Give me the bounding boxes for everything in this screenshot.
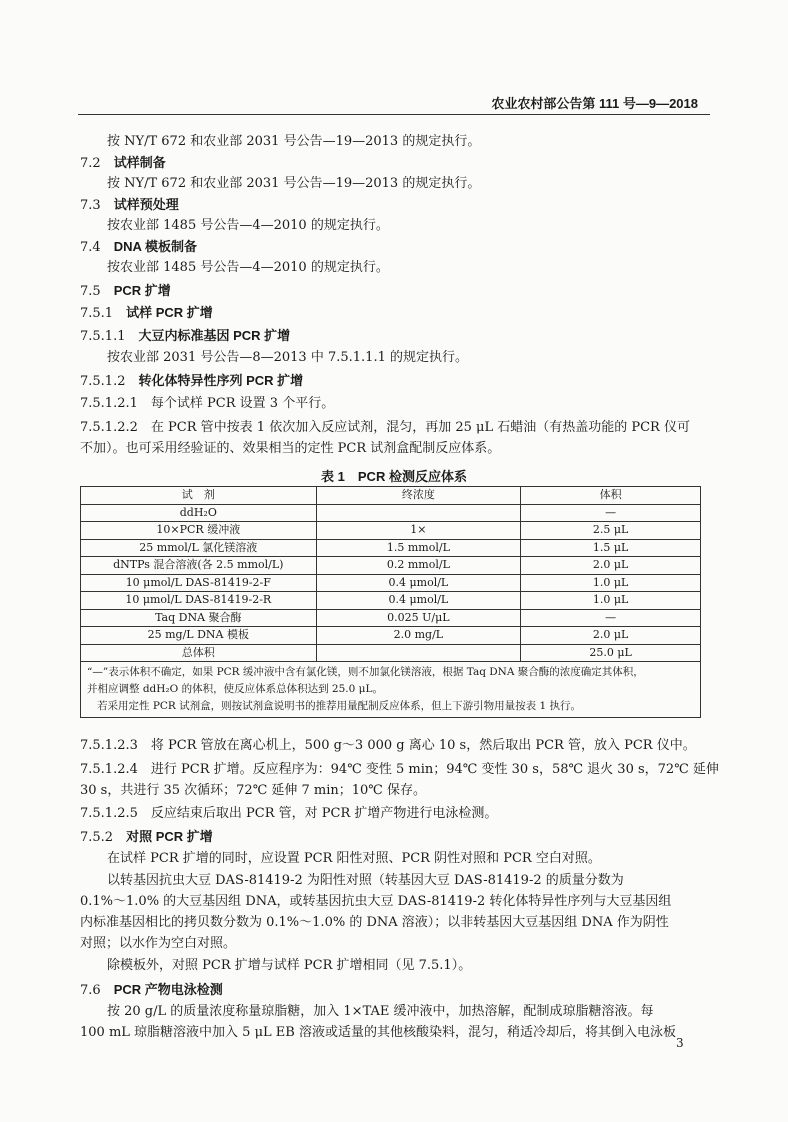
cell-reagent: 10 μmol/L DAS-81419-2-F (81, 574, 317, 592)
cell-concentration: 0.4 μmol/L (316, 574, 521, 592)
paragraph-7-5-2-b (107, 873, 624, 889)
section-number: 7.5.1.2.2 (80, 420, 138, 435)
cell-concentration: 0.2 mmol/L (316, 557, 521, 575)
section-title: DNA 模板制备 (113, 239, 197, 254)
paragraph-7-5-2-b2 (80, 894, 671, 910)
section-number: 7.5.1.2.3 (80, 738, 138, 753)
heading-7-5-2 (80, 829, 213, 846)
cell-concentration: 1× (316, 522, 521, 540)
header-final-concentration: 终浓度 (316, 487, 521, 505)
cell-volume: 1.0 μL (521, 592, 701, 610)
heading-7-2 (80, 155, 166, 172)
heading-7-5-1-1 (80, 328, 290, 345)
text: 100 mL 琼脂糖溶液中加入 5 μL EB 溶液或适量的其他核酸染料，混匀，稍适冷却后，将其倒入电泳板 (80, 1025, 676, 1040)
text: 除模板外，对照 PCR 扩增与试样 PCR 扩增相同（见 7.5.1）。 (107, 958, 472, 973)
page-header: 农业农村部公告第 111 号—9—2018 (491, 96, 698, 111)
table-row (81, 592, 701, 610)
paragraph-7-5-1-2-2 (80, 420, 690, 436)
header-reagent: 试 剂 (81, 487, 317, 505)
section-title: 试样预处理 (113, 197, 179, 212)
text: 每个试样 PCR 设置 3 个平行。 (150, 396, 335, 411)
paragraph-7-1 (107, 134, 480, 150)
paragraph-7-5-2-c (107, 958, 471, 974)
cell-concentration (316, 504, 521, 522)
paragraph-7-5-2-b3 (80, 915, 669, 931)
section-number: 7.5.1 (80, 306, 114, 321)
section-title: PCR 产物电泳检测 (113, 982, 223, 997)
cell-reagent: 25 mmol/L 氯化镁溶液 (81, 539, 317, 557)
section-number: 7.5.1.1 (80, 329, 126, 344)
cell-reagent: 10×PCR 缓冲液 (81, 522, 317, 540)
text: 内标准基因相比的拷贝数分数为 0.1%～1.0% 的 DNA 溶液）；以非转基因大豆基因组 DNA 作为阴性 (80, 915, 669, 930)
cell-volume: 2.0 μL (521, 557, 701, 575)
paragraph-7-3 (107, 218, 389, 234)
table-row (81, 557, 701, 575)
text: 不加）。也可采用经验证的、效果相当的定性 PCR 试剂盒配制反应体系。 (80, 441, 501, 456)
table-row (81, 627, 701, 645)
cell-reagent: 10 μmol/L DAS-81419-2-R (81, 592, 317, 610)
table-note-row (81, 662, 701, 718)
section-number: 7.5.1.2.5 (80, 806, 138, 821)
text: 按农业部 1485 号公告—4—2010 的规定执行。 (107, 260, 389, 275)
text: 按 20 g/L 的质量浓度称量琼脂糖，加入 1×TAE 缓冲液中，加热溶解，配制成琼脂糖溶液。每 (107, 1004, 654, 1019)
table-row (81, 539, 701, 557)
paragraph-7-5-1-2-4-cont (80, 783, 426, 799)
cell-reagent: ddH₂O (81, 504, 317, 522)
paragraph-7-5-1-2-3 (80, 738, 696, 754)
heading-7-6 (80, 982, 223, 999)
text: 以转基因抗虫大豆 DAS-81419-2 为阳性对照（转基因大豆 DAS-81419-2 的质量分数为 (107, 873, 624, 888)
table-caption: 表 1 PCR 检测反应体系 (321, 469, 467, 484)
table-note-line-2: 并相应调整 ddH₂O 的体积，使反应体系总体积达到 25.0 μL。 (87, 683, 383, 695)
section-number: 7.6 (80, 983, 101, 998)
cell-reagent: 25 mg/L DNA 模板 (81, 627, 317, 645)
table-row (81, 522, 701, 540)
section-number: 7.2 (80, 156, 101, 171)
text: 对照；以水作为空白对照。 (80, 936, 237, 951)
table-note-line-3: 若采用定性 PCR 试剂盒，则按试剂盒说明书的推荐用量配制反应体系，但上下游引物用量按表 1 执行。 (97, 700, 582, 712)
section-title: 大豆内标准基因 PCR 扩增 (138, 328, 291, 343)
paragraph-7-2 (107, 176, 480, 192)
paragraph-7-6-a (107, 1004, 654, 1020)
text: 按农业部 1485 号公告—4—2010 的规定执行。 (107, 218, 389, 233)
text: 按 NY/T 672 和农业部 2031 号公告—19—2013 的规定执行。 (107, 134, 481, 149)
paragraph-7-5-1-2-2-cont (80, 441, 500, 457)
section-number: 7.5.1.2.1 (80, 396, 138, 411)
cell-concentration: 0.4 μmol/L (316, 592, 521, 610)
paragraph-7-5-2-b4 (80, 936, 236, 952)
cell-reagent: 总体积 (81, 644, 317, 662)
section-number: 7.5.1.2.4 (80, 762, 138, 777)
text: 在 PCR 管中按表 1 依次加入反应试剂，混匀，再加 25 μL 石蜡油（有热盖功能的 PCR 仪可 (150, 420, 690, 435)
section-title: 试样制备 (113, 155, 166, 170)
section-number: 7.5.1.2 (80, 374, 126, 389)
text: 按农业部 2031 号公告—8—2013 中 7.5.1.1.1 的规定执行。 (107, 350, 468, 365)
header-volume: 体积 (521, 487, 701, 505)
cell-volume: 2.0 μL (521, 627, 701, 645)
pcr-reaction-table (80, 486, 701, 718)
paragraph-7-5-1-2-4 (80, 762, 719, 778)
cell-volume: 2.5 μL (521, 522, 701, 540)
cell-volume: — (521, 504, 701, 522)
heading-7-4 (80, 239, 197, 256)
text: 在试样 PCR 扩增的同时，应设置 PCR 阳性对照、PCR 阴性对照和 PCR 空白对照。 (107, 851, 601, 866)
page-number: 3 (676, 1036, 684, 1050)
cell-volume: 25.0 μL (521, 644, 701, 662)
table-header-row (81, 487, 701, 505)
section-number: 7.5 (80, 284, 101, 299)
heading-7-3 (80, 197, 179, 214)
section-number: 7.5.2 (80, 830, 114, 845)
table-row (81, 609, 701, 627)
cell-volume: — (521, 609, 701, 627)
paragraph-7-5-1-2-1 (80, 396, 334, 412)
cell-concentration: 2.0 mg/L (316, 627, 521, 645)
text: 反应结束后取出 PCR 管，对 PCR 扩增产物进行电泳检测。 (150, 806, 498, 821)
text: 按 NY/T 672 和农业部 2031 号公告—19—2013 的规定执行。 (107, 176, 481, 191)
cell-reagent: dNTPs 混合溶液(各 2.5 mmol/L) (81, 557, 317, 575)
cell-volume: 1.5 μL (521, 539, 701, 557)
paragraph-7-5-1-2-5 (80, 806, 497, 822)
cell-concentration: 0.025 U/μL (316, 609, 521, 627)
cell-reagent: Taq DNA 聚合酶 (81, 609, 317, 627)
heading-7-5-1-2 (80, 373, 303, 390)
section-title: 转化体特异性序列 PCR 扩增 (138, 373, 304, 388)
paragraph-7-6-b (80, 1025, 676, 1041)
table-note-line-1: “—”表示体积不确定，如果 PCR 缓冲液中含有氯化镁，则不加氯化镁溶液，根据 Taq DNA 聚合酶的浓度确定其体积， (87, 666, 644, 678)
text: 30 s，共进行 35 次循环；72℃ 延伸 7 min；10℃ 保存。 (80, 783, 426, 798)
section-title: 对照 PCR 扩增 (126, 829, 213, 844)
paragraph-7-5-1-1 (107, 350, 468, 366)
cell-concentration (316, 644, 521, 662)
cell-volume: 1.0 μL (521, 574, 701, 592)
table-row (81, 504, 701, 522)
header-rule (78, 114, 710, 115)
section-number: 7.4 (80, 240, 101, 255)
text: 将 PCR 管放在离心机上，500 g～3 000 g 离心 10 s，然后取出 PCR 管，放入 PCR 仪中。 (150, 738, 696, 753)
table-note (81, 662, 701, 718)
heading-7-5-1 (80, 305, 213, 322)
heading-7-5 (80, 283, 171, 300)
table-row (81, 644, 701, 662)
text: 0.1%～1.0% 的大豆基因组 DNA，或转基因抗虫大豆 DAS-81419-2 转化体特异性序列与大豆基因组 (80, 894, 672, 909)
paragraph-7-5-2-a (107, 851, 601, 867)
paragraph-7-4 (107, 260, 389, 276)
table-row (81, 574, 701, 592)
section-title: 试样 PCR 扩增 (126, 305, 213, 320)
text: 进行 PCR 扩增。反应程序为：94℃ 变性 5 min；94℃ 变性 30 s，58℃ 退火 30 s，72℃ 延伸 (150, 762, 719, 777)
cell-concentration: 1.5 mmol/L (316, 539, 521, 557)
section-title: PCR 扩增 (113, 283, 171, 298)
section-number: 7.3 (80, 198, 101, 213)
